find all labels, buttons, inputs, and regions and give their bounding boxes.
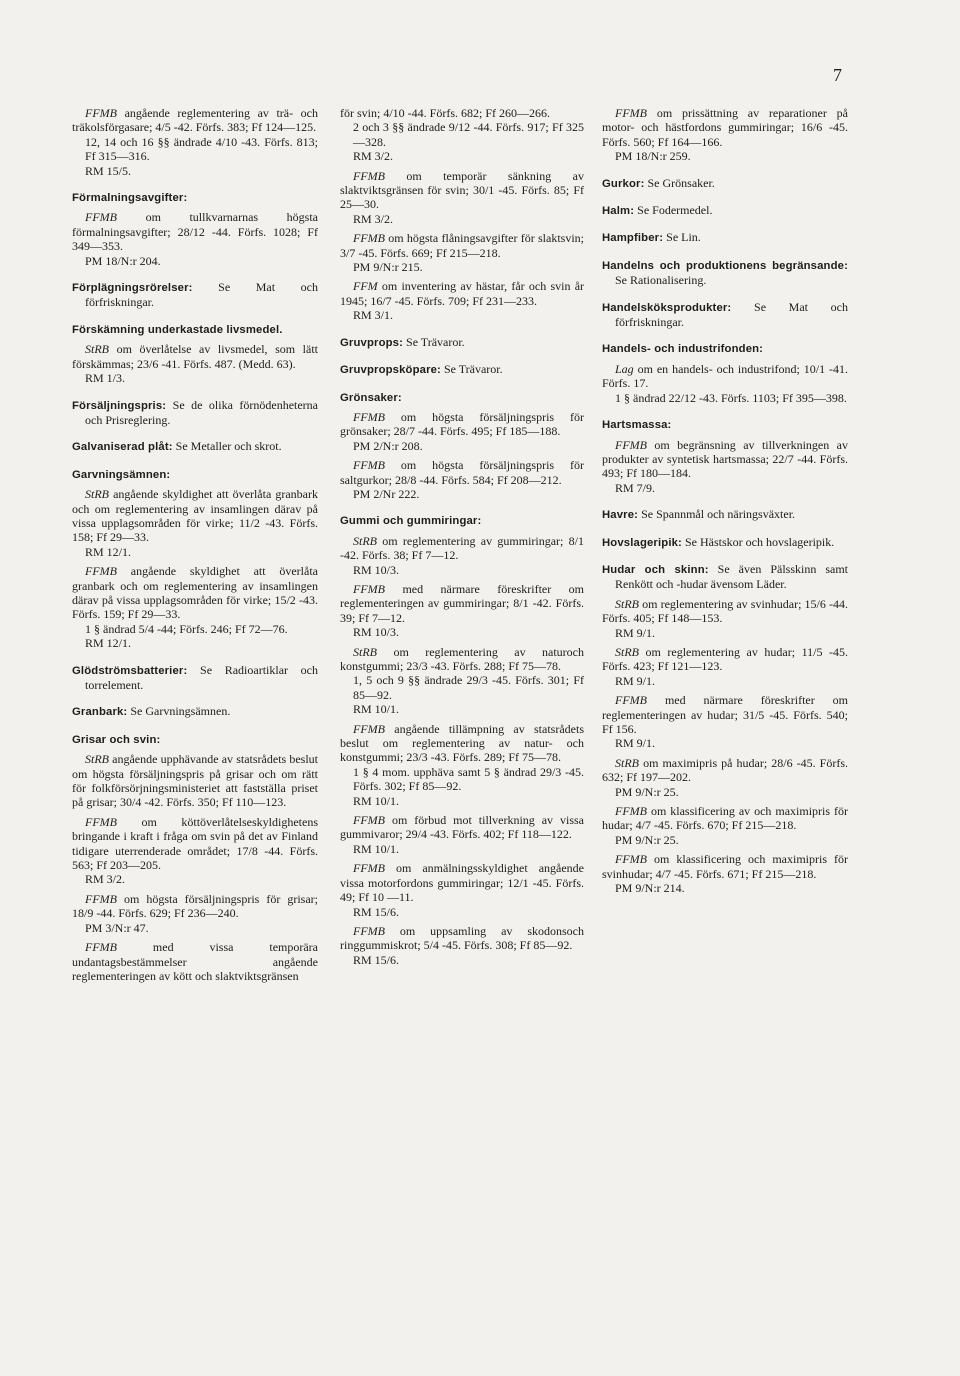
entry-heading: Gummi och gummiringar:	[340, 515, 482, 528]
entry-heading-line	[602, 300, 848, 330]
issuing-authority: StRB	[85, 487, 109, 502]
entry-heading: Glödströmsbatterier:	[72, 664, 188, 677]
decree-note: RM 9/1.	[615, 673, 656, 688]
decree-note: RM 3/2.	[85, 872, 126, 887]
cross-reference: Se även Pälsskinn samt Renkött och -hudar ävensom Läder.	[615, 561, 848, 592]
index-entry	[340, 513, 584, 967]
page-number: 7	[833, 65, 842, 85]
cross-reference: Se Grönsaker.	[647, 175, 715, 190]
entry-heading: Grönsaker:	[340, 391, 402, 404]
issuing-authority: FFMB	[353, 813, 385, 828]
index-entry	[72, 106, 318, 178]
entry-heading: Hudar och skinn:	[602, 563, 709, 576]
entry-heading-line	[72, 467, 318, 482]
decree-paragraph	[340, 410, 584, 453]
decree-paragraph	[340, 722, 584, 808]
decree-paragraph	[72, 940, 318, 983]
decree-paragraph	[72, 106, 318, 178]
decree-paragraph	[72, 487, 318, 559]
issuing-authority: FFMB	[615, 852, 647, 867]
decree-paragraph	[340, 645, 584, 717]
decree-text: om högsta försäljningspris för grisar; 18/9 -44. Förfs. 629; Ff 236—240.	[72, 891, 319, 921]
decree-note: 1 § ändrad 5/4 -44; Förfs. 246; Ff 72—76.	[85, 621, 288, 636]
issuing-authority: FFMB	[353, 409, 385, 424]
decree-text: med närmare föreskrifter om reglementeringen av gummiringar; 8/1 -42. Förfs. 39; Ff 7—12.	[340, 581, 584, 625]
decree-text: om reglementering av gummiringar; 8/1 -42. Förfs. 38; Ff 7—12.	[340, 533, 584, 563]
decree-paragraph	[602, 804, 848, 847]
issuing-authority: FFMB	[85, 564, 117, 579]
decree-text: om temporär sänkning av slaktviktsgränsen för svin; 30/1 -45. Förfs. 85; Ff 25—30.	[340, 168, 584, 212]
index-entry	[602, 341, 848, 405]
decree-note: PM 3/N:r 47.	[85, 920, 149, 935]
entry-heading: Hartsmassa:	[602, 419, 672, 432]
decree-paragraph	[602, 438, 848, 496]
decree-text: om köttöverlåtelseskyldighetens bringande i kraft i fråga om svin på det av Finland tidigare uterrenderade området; 17/8 -44. Förfs. 563; Ff 203—205.	[72, 814, 318, 873]
entry-heading-line	[72, 398, 318, 428]
issuing-authority: FFMB	[353, 168, 385, 183]
decree-paragraph	[340, 279, 584, 322]
index-entry	[602, 230, 848, 245]
decree-text: angående tillämpning av statsrådets beslut om reglementering av natur- och konstgummi; 23/3 -43. Förfs. 289; Ff 75—78.	[340, 721, 584, 765]
index-entry	[602, 300, 848, 330]
cross-reference: Se Fodermedel.	[637, 203, 713, 218]
entry-heading-line	[602, 230, 848, 245]
decree-text: om maximipris på hudar; 28/6 -45. Förfs. 632; Ff 197—202.	[602, 755, 849, 785]
decree-text: med vissa temporära undantagsbestämmelser angående reglementeringen av kött och slaktviktsgränsen	[72, 940, 318, 983]
decree-paragraph	[602, 852, 848, 895]
decree-note: RM 12/1.	[85, 544, 132, 559]
entry-heading: Förskämning underkastade livsmedel.	[72, 323, 283, 336]
issuing-authority: FFMB	[85, 106, 117, 120]
cross-reference: Se Spannmål och näringsväxter.	[641, 507, 796, 522]
issuing-authority: StRB	[353, 533, 377, 548]
cross-reference: Se Lin.	[666, 230, 701, 245]
issuing-authority: FFM	[353, 279, 378, 294]
entry-heading: Halm:	[602, 205, 635, 218]
index-entry	[602, 203, 848, 218]
issuing-authority: FFMB	[615, 693, 647, 708]
index-entry	[602, 562, 848, 896]
entry-heading-line	[72, 663, 318, 693]
decree-note: 1 § 4 mom. upphäva samt 5 § ändrad 29/3 -45. Förfs. 302; Ff 85—92.	[353, 764, 584, 794]
entry-heading: Gurkor:	[602, 177, 645, 190]
index-entry	[340, 390, 584, 502]
entry-heading-line	[72, 732, 318, 747]
decree-text: om uppsamling av skodonsoch ringgummiskrot; 5/4 -45. Förfs. 308; Ff 85—92.	[340, 923, 584, 953]
index-entry	[72, 398, 318, 428]
cross-reference: Se de olika förnödenheterna och Prisreglering.	[85, 397, 319, 427]
entry-heading: Förmalningsavgifter:	[72, 192, 188, 205]
entry-heading: Grisar och svin:	[72, 733, 161, 746]
decree-paragraph	[602, 693, 848, 751]
decree-text: angående reglementering av trä- och träkolsförgasare; 4/5 -42. Förfs. 383; Ff 124—125.	[72, 106, 319, 135]
decree-text: om inventering av hästar, får och svin år 1945; 16/7 -45. Förfs. 709; Ff 231—233.	[340, 279, 585, 308]
cross-reference: Se Mat och förfriskningar.	[85, 280, 319, 310]
entry-heading-line	[602, 176, 848, 191]
decree-paragraph	[72, 342, 318, 385]
index-entry	[72, 280, 318, 310]
decree-note: PM 9/N:r 25.	[615, 832, 679, 847]
index-entry	[602, 258, 848, 288]
decree-note: RM 15/5.	[85, 163, 132, 178]
issuing-authority: FFMB	[353, 231, 385, 246]
entry-heading-line	[602, 562, 848, 592]
decree-paragraph	[72, 892, 318, 935]
entry-heading-line	[340, 335, 584, 350]
issuing-authority: FFMB	[615, 437, 647, 452]
decree-note: RM 15/6.	[353, 952, 400, 967]
index-entry	[72, 439, 318, 454]
entry-heading-line	[602, 341, 848, 356]
decree-paragraph	[340, 924, 584, 967]
decree-note: RM 3/1.	[353, 308, 394, 323]
entry-heading: Hampfiber:	[602, 232, 664, 245]
index-entry	[72, 322, 318, 386]
decree-text: angående upphävande av statsrådets beslut om högsta försäljningspris på grisar och om rätt för folkförsörjningsministeriet att fastställa priset på grisar; 30/4 -42. Förfs. 350; Ff 110—123.	[72, 752, 319, 810]
column-3	[602, 106, 848, 907]
decree-note: PM 9/N:r 25.	[615, 784, 679, 799]
issuing-authority: FFMB	[615, 804, 647, 819]
issuing-authority: FFMB	[85, 891, 117, 906]
index-entry	[72, 704, 318, 719]
entry-heading-line	[602, 535, 848, 550]
decree-note: RM 10/1.	[353, 702, 400, 717]
entry-heading-line	[72, 322, 318, 337]
index-entry	[72, 467, 318, 651]
decree-paragraph	[602, 756, 848, 799]
issuing-authority: FFMB	[353, 861, 385, 876]
decree-text: om tullkvarnarnas högsta förmalningsavgifter; 28/12 -44. Förfs. 1028; Ff 349—353.	[72, 210, 318, 254]
decree-text: om reglementering av hudar; 11/5 -45. Förfs. 423; Ff 121—123.	[602, 644, 848, 674]
cross-reference: Se Rationalisering.	[615, 273, 707, 288]
entry-heading-line	[340, 513, 584, 528]
decree-text: om överlåtelse av livsmedel, som lätt förskämmas; 23/6 -41. Förfs. 487. (Medd. 63).	[72, 342, 318, 371]
decree-paragraph	[72, 815, 318, 887]
decree-text: om högsta försäljningspris för saltgurkor; 28/8 -44. Förfs. 584; Ff 208—212.	[340, 458, 584, 487]
entry-heading-line	[602, 203, 848, 218]
index-entry	[72, 663, 318, 693]
decree-paragraph	[340, 582, 584, 640]
decree-paragraph	[340, 106, 584, 164]
decree-note: 1, 5 och 9 §§ ändrade 29/3 -45. Förfs. 301; Ff 85—92.	[353, 673, 584, 702]
decree-note: RM 9/1.	[615, 625, 656, 640]
decree-note: PM 2/N:r 208.	[353, 438, 423, 453]
decree-paragraph	[340, 861, 584, 919]
cross-reference: Se Radioartiklar och torrelement.	[85, 662, 319, 692]
issuing-authority: StRB	[85, 752, 109, 767]
decree-paragraph	[340, 813, 584, 856]
issuing-authority: StRB	[615, 755, 639, 770]
entry-heading: Hovslageripik:	[602, 536, 682, 549]
index-entry	[340, 106, 584, 323]
decree-note: RM 15/6.	[353, 904, 400, 919]
entry-heading: Gruvprops:	[340, 336, 404, 349]
decree-note: RM 3/2.	[353, 211, 394, 226]
entry-heading: Gruvpropsköpare:	[340, 364, 441, 377]
decree-paragraph	[340, 169, 584, 227]
entry-heading-line	[602, 417, 848, 432]
entry-heading: Handelns och produktionens begränsande:	[602, 259, 848, 272]
cross-reference: Se Trävaror.	[443, 362, 503, 377]
decree-note: PM 2/Nr 222.	[353, 486, 420, 501]
decree-note: RM 10/1.	[353, 793, 400, 808]
decree-text: om prissättning av reparationer på motor- och hästfordons gummiringar; 16/6 -45. Förfs. 560; Ff 164—166.	[602, 106, 848, 149]
entry-heading: Granbark:	[72, 706, 128, 719]
entry-heading: Förplägningsrörelser:	[72, 282, 193, 295]
decree-paragraph	[340, 534, 584, 577]
decree-text: om en handels- och industrifond; 10/1 -41. Förfs. 17.	[602, 361, 848, 391]
decree-paragraph	[340, 231, 584, 274]
entry-heading-line	[602, 258, 848, 288]
issuing-authority: StRB	[615, 596, 639, 611]
index-entry	[340, 335, 584, 350]
cross-reference: Se Metaller och skrot.	[175, 439, 282, 454]
issuing-authority: FFMB	[615, 106, 647, 120]
decree-paragraph	[602, 597, 848, 640]
issuing-authority: FFMB	[353, 581, 385, 596]
decree-text: om reglementering av naturoch konstgummi; 23/3 -43. Förfs. 288; Ff 75—78.	[340, 644, 585, 673]
entry-heading-line	[602, 507, 848, 522]
entry-heading-line	[72, 439, 318, 454]
decree-note: RM 10/3.	[353, 562, 400, 577]
decree-paragraph	[72, 752, 318, 810]
index-entry	[602, 417, 848, 495]
issuing-authority: FFMB	[353, 923, 385, 938]
decree-paragraph	[72, 210, 318, 268]
decree-text: om reglementering av svinhudar; 15/6 -44. Förfs. 405; Ff 148—153.	[602, 596, 848, 626]
issuing-authority: FFMB	[85, 814, 117, 829]
decree-text: om anmälningsskyldighet angående vissa motorfordons gummiringar; 12/1 -45. Förfs. 49; Ff 10 —11.	[340, 861, 584, 905]
decree-note: RM 12/1.	[85, 636, 132, 651]
index-entry	[72, 732, 318, 984]
decree-text: om högsta försäljningspris för grönsaker; 28/7 -44. Förfs. 495; Ff 185—188.	[340, 409, 584, 439]
decree-paragraph	[340, 458, 584, 501]
decree-text: för svin; 4/10 -44. Förfs. 682; Ff 260—266.	[340, 106, 550, 120]
entry-heading-line	[72, 190, 318, 205]
decree-paragraph	[602, 106, 848, 164]
entry-heading-line	[340, 390, 584, 405]
decree-text: om förbud mot tillverkning av vissa gummivaror; 29/4 -43. Förfs. 402; Ff 118—122.	[340, 813, 585, 842]
entry-heading: Handelsköksprodukter:	[602, 301, 732, 314]
issuing-authority: StRB	[353, 644, 377, 659]
decree-note: PM 18/N:r 259.	[615, 149, 691, 164]
entry-heading: Försäljningspris:	[72, 399, 167, 412]
issuing-authority: StRB	[615, 644, 639, 659]
entry-heading: Garvningsämnen:	[72, 468, 171, 481]
index-entry	[72, 190, 318, 268]
index-entry	[602, 106, 848, 164]
decree-note: PM 9/N:r 215.	[353, 260, 423, 275]
index-entry	[340, 362, 584, 377]
cross-reference: Se Mat och förfriskningar.	[615, 299, 849, 330]
entry-heading: Galvaniserad plåt:	[72, 441, 173, 454]
decree-text: med närmare föreskrifter om reglementeringen av hudar; 31/5 -45. Förfs. 540; Ff 156.	[602, 693, 848, 736]
entry-heading-line	[340, 362, 584, 377]
decree-paragraph	[72, 564, 318, 650]
issuing-authority: FFMB	[85, 210, 117, 225]
decree-note: RM 3/2.	[353, 149, 394, 164]
decree-text: angående skyldighet att överlåta granbark och om reglementering av insamlingen därav på vissa upplagsområden för virke; 15/2 -43. Förfs. 159; Ff 29—33.	[72, 564, 318, 622]
decree-note: RM 1/3.	[85, 371, 126, 386]
index-entry	[602, 535, 848, 550]
decree-note: 12, 14 och 16 §§ ändrade 4/10 -43. Förfs. 813; Ff 315—316.	[85, 134, 318, 164]
decree-note: 1 § ändrad 22/12 -43. Förfs. 1103; Ff 395—398.	[615, 390, 847, 405]
decree-text: om begränsning av tillverkningen av produkter av syntetisk hartsmassa; 22/7 -44. Förfs. 493; Ff 180—184.	[602, 437, 848, 481]
cross-reference: Se Trävaror.	[406, 334, 465, 349]
column-1	[72, 106, 318, 995]
cross-reference: Se Hästskor och hovslageripik.	[684, 534, 835, 549]
entry-heading-line	[72, 280, 318, 310]
decree-note: PM 9/N:r 214.	[615, 881, 685, 896]
decree-paragraph	[602, 645, 848, 688]
entry-heading-line	[72, 704, 318, 719]
index-entry	[602, 507, 848, 522]
index-entry	[602, 176, 848, 191]
entry-heading: Havre:	[602, 509, 639, 522]
issuing-authority: FFMB	[85, 940, 117, 955]
decree-text: om klassificering och maximipris för svinhudar; 4/7 -45. Förfs. 671; Ff 215—218.	[602, 852, 849, 881]
issuing-authority: FFMB	[353, 458, 385, 473]
decree-note: RM 10/3.	[353, 625, 400, 640]
decree-note: RM 10/1.	[353, 841, 400, 856]
decree-text: angående skyldighet att överlåta granbark och om reglementering av insamlingen därav på vissa upplagsområden för virke; 11/2 -43. Förfs. 158; Ff 29—33.	[72, 487, 319, 545]
decree-paragraph	[602, 362, 848, 405]
issuing-authority: Lag	[615, 361, 634, 376]
issuing-authority: StRB	[85, 342, 109, 357]
cross-reference: Se Garvningsämnen.	[130, 704, 231, 719]
issuing-authority: FFMB	[353, 721, 385, 736]
decree-text: om klassificering av och maximipris för hudar; 4/7 -45. Förfs. 670; Ff 215—218.	[602, 804, 848, 833]
entry-heading: Handels- och industrifonden:	[602, 343, 764, 356]
decree-note: RM 9/1.	[615, 736, 656, 751]
column-2	[340, 106, 584, 979]
decree-note: RM 7/9.	[615, 480, 656, 495]
decree-note: 2 och 3 §§ ändrade 9/12 -44. Förfs. 917; Ff 325—328.	[353, 120, 584, 149]
decree-note: PM 18/N:r 204.	[85, 253, 161, 268]
decree-text: om högsta flåningsavgifter för slaktsvin; 3/7 -45. Förfs. 669; Ff 215—218.	[340, 231, 584, 260]
